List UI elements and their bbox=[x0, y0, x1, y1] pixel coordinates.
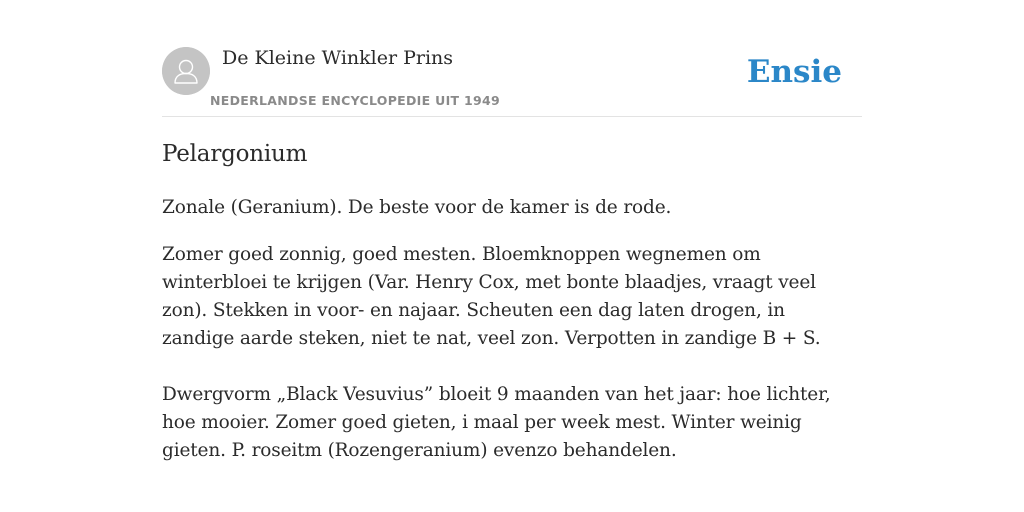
brand-logo[interactable]: Ensie bbox=[746, 54, 842, 90]
source-name[interactable]: De Kleine Winkler Prins bbox=[222, 47, 454, 69]
article-paragraph: Dwergvorm „Black Vesuvius” bloeit 9 maanden van het jaar: hoe lichter, hoe mooier. Zomer goed gieten, i maal per week mest. Winter weinig gieten. P. roseitm (Rozengeranium) evenzo behandelen. bbox=[162, 384, 831, 461]
user-avatar-icon[interactable] bbox=[162, 47, 210, 95]
article-paragraph: Zomer goed zonnig, goed mesten. Bloemknoppen wegnemen om winterbloei te krijgen (Var. Henry Cox, met bonte blaadjes, vraagt veel zon). Stekken in voor- en najaar. Scheuten een dag laten drogen, in zandige aarde steken, niet te nat, veel zon. Verpotten in zandige B + S. bbox=[162, 244, 821, 349]
article-paragraph: Zonale (Geranium). De beste voor de kamer is de rode. bbox=[162, 197, 672, 218]
article-title: Pelargonium bbox=[162, 141, 308, 167]
article bbox=[162, 138, 862, 465]
source-subtitle: NEDERLANDSE ENCYCLOPEDIE UIT 1949 bbox=[210, 93, 500, 108]
source-header bbox=[162, 46, 862, 117]
